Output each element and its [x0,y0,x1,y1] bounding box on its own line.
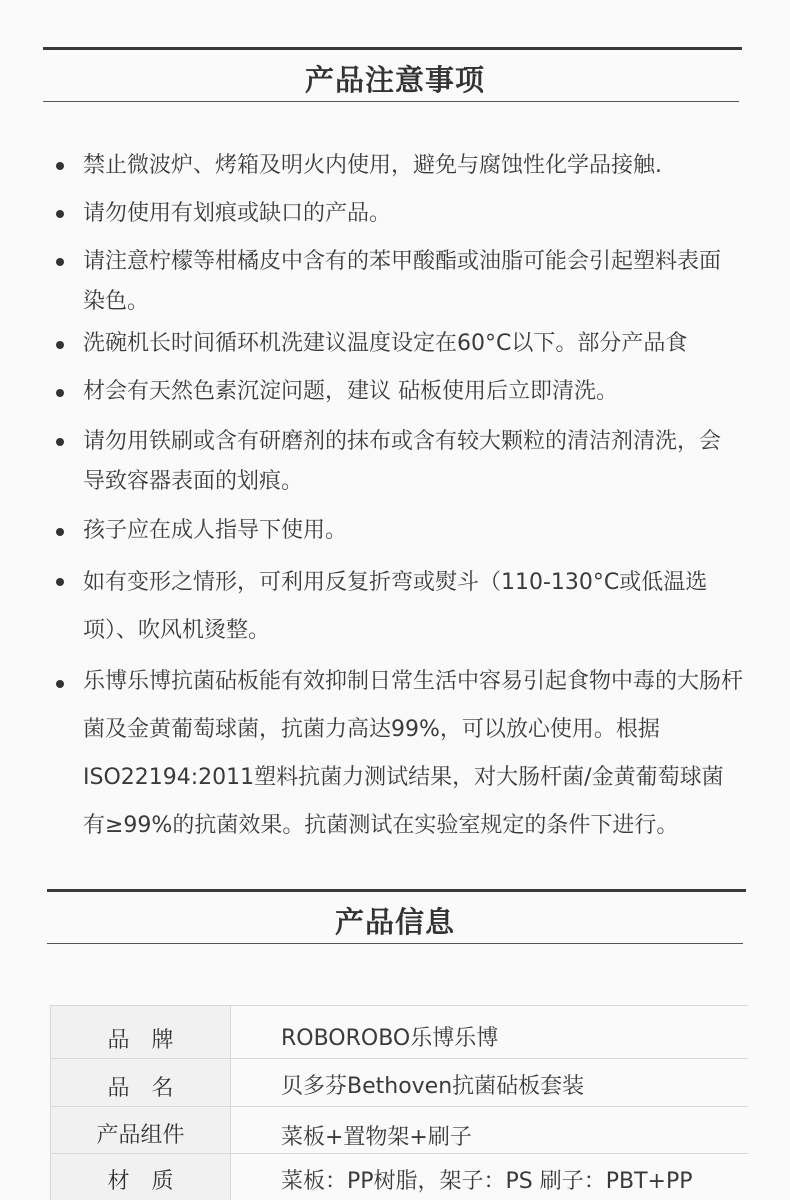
bullet-icon [56,438,64,446]
notice-title-bottom-rule [43,101,739,102]
bullet-icon [56,528,64,536]
info-title: 产品信息 [334,905,455,939]
row-value: 贝多芬Bethoven抗菌砧板套装 [281,1074,585,1099]
notice-item: 洗碗机长时间循环机洗建议温度设定在60°C以下。部分产品食 [83,331,688,356]
product-info-table [50,1005,748,1200]
bullet-icon [56,578,64,586]
bullet-icon [56,162,64,170]
notice-item: 请注意柠檬等柑橘皮中含有的苯甲酸酯或油脂可能会引起塑料表面染色。 [83,249,722,314]
row-value: 菜板+置物架+刷子 [281,1125,472,1150]
row-label: 材 质 [51,1154,231,1200]
info-title-top-rule [47,889,746,892]
notice-title-top-rule [43,47,742,50]
bullet-icon [56,341,64,349]
table-row [51,1059,748,1107]
notice-item: 请勿用铁刷或含有研磨剂的抹布或含有较大颗粒的清洁剂清洗，会导致容器表面的划痕。 [83,429,722,494]
notice-item: 请勿使用有划痕或缺口的产品。 [83,201,392,226]
notice-item: 孩子应在成人指导下使用。 [83,518,348,543]
row-value: ROBOROBO乐博乐博 [281,1026,499,1051]
table-row [51,1006,748,1059]
notice-item: 乐博乐博抗菌砧板能有效抑制日常生活中容易引起食物中毒的大肠杆菌及金黄葡萄球菌，抗菌力高达99%，可以放心使用。根据ISO22194:2011塑料抗菌力测试结果，对大肠杆菌/金黄葡萄球菌有≥99%的抗菌效果。抗菌测试在实验室规定的条件下进行。 [83,669,744,838]
bullet-icon [56,389,64,397]
row-value: 菜板：PP树脂，架子：PS 刷子：PBT+PP [281,1169,693,1194]
notice-item: 如有变形之情形，可利用反复折弯或熨斗（110-130°C或低温选项）、吹风机烫整。 [83,570,708,643]
info-title-bottom-rule [47,943,743,944]
notice-title: 产品注意事项 [304,63,485,97]
row-label: 产品组件 [51,1107,231,1153]
bullet-icon [56,680,64,688]
notice-item: 材会有天然色素沉淀问题，建议 砧板使用后立即清洗。 [83,379,618,404]
bullet-icon [56,210,64,218]
bullet-icon [56,258,64,266]
notice-item: 禁止微波炉、烤箱及明火内使用，避免与腐蚀性化学品接触. [83,153,662,178]
table-row [51,1107,748,1154]
row-label: 品 牌 [51,1006,231,1058]
row-label: 品 名 [51,1059,231,1106]
table-row [51,1154,748,1200]
